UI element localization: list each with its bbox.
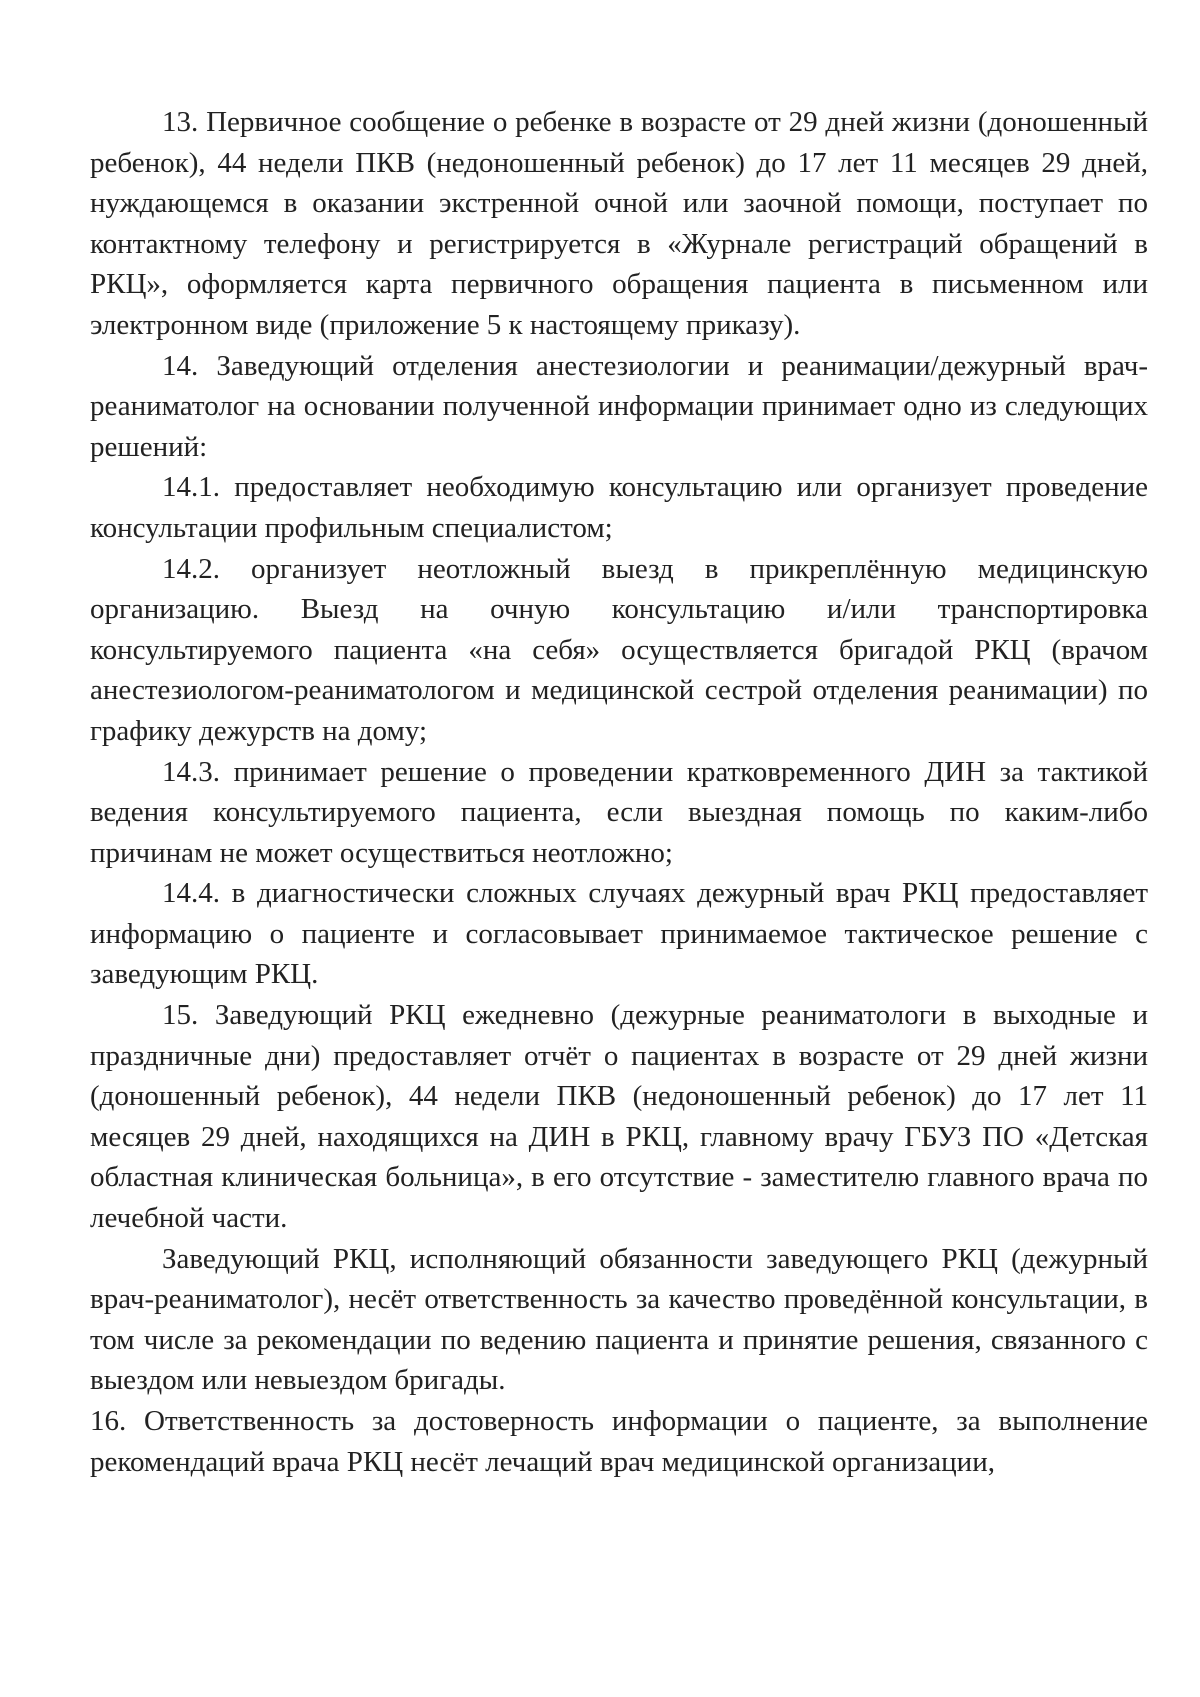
document-body (90, 102, 1148, 1482)
paragraph-14: 14. Заведующий отделения анестезиологии и реанимации/дежурный врач-реаниматолог на основании полученной информации принимает одно из следующих решений: (90, 349, 1148, 463)
paragraph-14-4: 14.4. в диагностически сложных случаях дежурный врач РКЦ предоставляет информацию о пациенте и согласовывает принимаемое тактическое решение с заведующим РКЦ. (90, 877, 1148, 991)
paragraph-16: 16. Ответственность за достоверность информации о пациенте, за выполнение рекомендаций врача РКЦ несёт лечащий врач медицинской организации, (90, 1405, 1148, 1478)
paragraph-14-1: 14.1. предоставляет необходимую консультацию или организует проведение консультации профильным специалистом; (90, 471, 1148, 544)
paragraph-13: 13. Первичное сообщение о ребенке в возрасте от 29 дней жизни (доношенный ребенок), 44 недели ПКВ (недоношенный ребенок) до 17 лет 11 месяцев 29 дней, нуждающемся в оказании экстренной очной или заочной помощи, поступает по контактному телефону и регистрируется в «Журнале регистраций обращений в РКЦ», оформляется карта первичного обращения пациента в письменном или электронном виде (приложение 5 к настоящему приказу). (90, 106, 1148, 341)
paragraph-14-3: 14.3. принимает решение о проведении кратковременного ДИН за тактикой ведения консультируемого пациента, если выездная помощь по каким-либо причинам не может осуществиться неотложно; (90, 755, 1148, 869)
paragraph-14-2: 14.2. организует неотложный выезд в прикреплённую медицинскую организацию. Выезд на очную консультацию и/или транспортировка консультируемого пациента «на себя» осуществляется бригадой РКЦ (врачом анестезиологом-реаниматологом и медицинской сестрой отделения реанимации) по графику дежурств на дому; (90, 552, 1148, 747)
paragraph-15: 15. Заведующий РКЦ ежедневно (дежурные реаниматологи в выходные и праздничные дни) предоставляет отчёт о пациентах в возрасте от 29 дней жизни (доношенный ребенок), 44 недели ПКВ (недоношенный ребенок) до 17 лет 11 месяцев 29 дней, находящихся на ДИН в РКЦ, главному врачу ГБУЗ ПО «Детская областная клиническая больница», в его отсутствие - заместителю главного врача по лечебной части. (90, 999, 1148, 1235)
paragraph-15-responsibility: Заведующий РКЦ, исполняющий обязанности заведующего РКЦ (дежурный врач-реаниматолог), несёт ответственность за качество проведённой консультации, в том числе за рекомендации по ведению пациента и принятие решения, связанного с выездом или невыездом бригады. (90, 1242, 1148, 1397)
